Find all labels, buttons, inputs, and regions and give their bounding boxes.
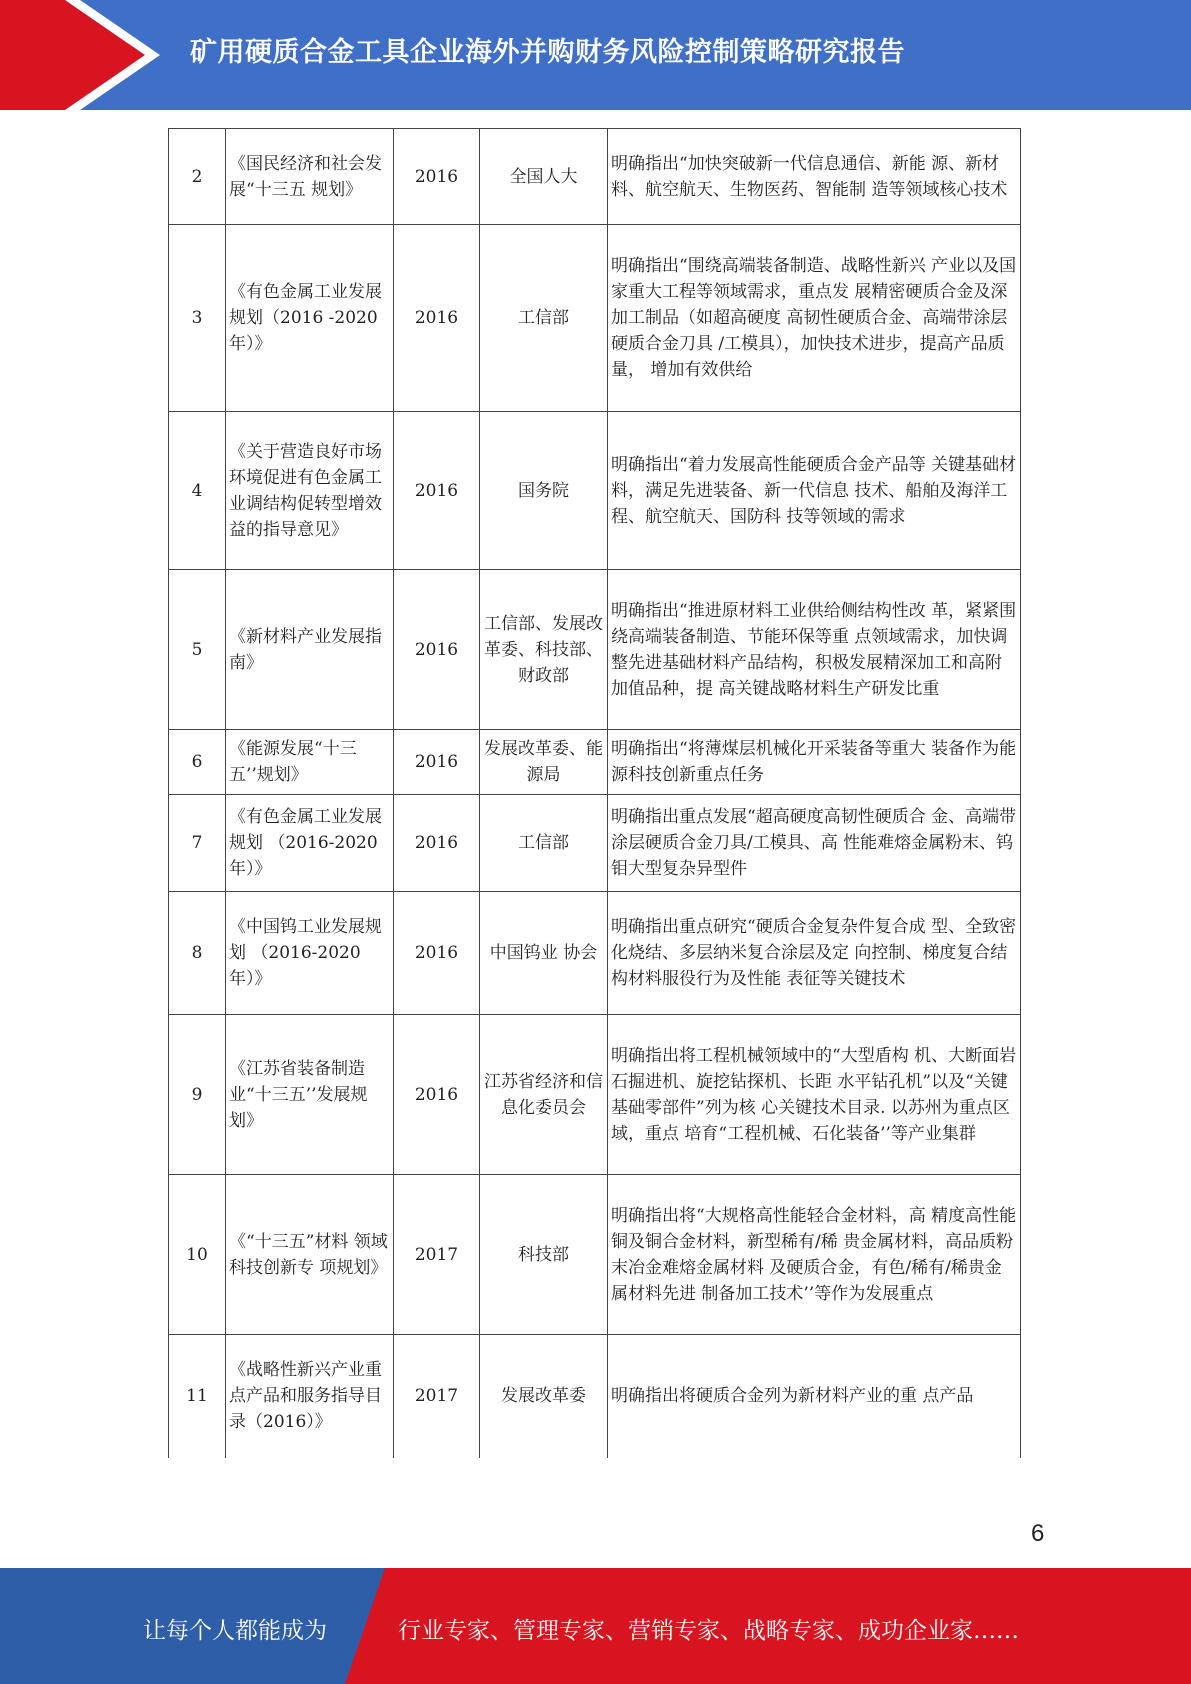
page-number: 6 — [1031, 1520, 1045, 1547]
row-number: 4 — [169, 412, 226, 570]
content-summary: 明确指出重点发展“超高硬度高韧性硬质合 金、高端带涂层硬质合金刀具/工模具、高 性能难熔金属粉末、钨钼大型复杂异型件 — [608, 795, 1021, 892]
content-summary: 明确指出将工程机械领域中的“大型盾构 机、大断面岩石掘进机、旋挖钻探机、长距 水平钻孔机”以及“关键基础零部件”列为核 心关键技术目录. 以苏州为重点区域，重点 培育“工程机械、石化装备’’等产业集群 — [608, 1015, 1021, 1175]
table-row — [169, 795, 1021, 892]
document-name: 《有色金属工业发展规划（2016 -2020 年）》 — [226, 225, 394, 412]
policy-table — [168, 128, 1021, 1458]
row-number: 5 — [169, 570, 226, 730]
row-number: 6 — [169, 730, 226, 795]
table-row — [169, 892, 1021, 1015]
content-summary: 明确指出“将薄煤层机械化开采装备等重大 装备作为能源科技创新重点任务 — [608, 730, 1021, 795]
footer-slogan-left: 让每个人都能成为 — [143, 1618, 327, 1644]
year: 2016 — [394, 892, 480, 1015]
issuing-department: 中国钨业 协会 — [480, 892, 608, 1015]
page-header — [0, 0, 1191, 110]
issuing-department: 科技部 — [480, 1175, 608, 1335]
year: 2016 — [394, 129, 480, 225]
document-name: 《新材料产业发展指南》 — [226, 570, 394, 730]
content-summary: 明确指出重点研究“硬质合金复杂件复合成 型、全致密化烧结、多层纳米复合涂层及定 向控制、梯度复合结构材料服役行为及性能 表征等关键技术 — [608, 892, 1021, 1015]
row-number: 10 — [169, 1175, 226, 1335]
content-summary: 明确指出“着力发展高性能硬质合金产品等 关键基础材料，满足先进装备、新一代信息 技术、船舶及海洋工程、航空航天、国防科 技等领域的需求 — [608, 412, 1021, 570]
issuing-department: 国务院 — [480, 412, 608, 570]
year: 2016 — [394, 730, 480, 795]
report-title: 矿用硬质合金工具企业海外并购财务风险控制策略研究报告 — [190, 37, 905, 68]
year: 2016 — [394, 570, 480, 730]
issuing-department: 发展改革委、能源局 — [480, 730, 608, 795]
row-number: 3 — [169, 225, 226, 412]
footer-slogan-right: 行业专家、管理专家、营销专家、战略专家、成功企业家…… — [398, 1618, 1019, 1644]
year: 2016 — [394, 225, 480, 412]
year: 2016 — [394, 795, 480, 892]
table-row — [169, 412, 1021, 570]
content-summary: 明确指出“推进原材料工业供给侧结构性改 革，紧紧围绕高端装备制造、节能环保等重 点领域需求，加快调整先进基础材料产品结构，积极发展精深加工和高附加值品种，提 高关键战略材料生产研发比重 — [608, 570, 1021, 730]
issuing-department: 工信部 — [480, 225, 608, 412]
document-name: 《中国钨工业发展规划 （2016-2020 年）》 — [226, 892, 394, 1015]
issuing-department: 工信部 — [480, 795, 608, 892]
row-number: 9 — [169, 1015, 226, 1175]
issuing-department: 全国人大 — [480, 129, 608, 225]
table-row — [169, 1175, 1021, 1335]
document-name: 《能源发展“十三五’’规划》 — [226, 730, 394, 795]
document-name: 《有色金属工业发展规划 （2016-2020 年）》 — [226, 795, 394, 892]
table-row — [169, 225, 1021, 412]
document-name: 《江苏省装备制造业“十三五’’发展规划》 — [226, 1015, 394, 1175]
content-summary: 明确指出“围绕高端装备制造、战略性新兴 产业以及国家重大工程等领域需求，重点发 展精密硬质合金及深加工制品（如超高硬度 高韧性硬质合金、高端带涂层硬质合金刀具 /工模具），加快技术进步，提高产品质量， 增加有效供给 — [608, 225, 1021, 412]
content-summary: 明确指出“加快突破新一代信息通信、新能 源、新材料、航空航天、生物医药、智能制 造等领域核心技术 — [608, 129, 1021, 225]
year: 2017 — [394, 1175, 480, 1335]
document-name: 《“十三五”材料 领域科技创新专 项规划》 — [226, 1175, 394, 1335]
table-row — [169, 730, 1021, 795]
year: 2017 — [394, 1335, 480, 1458]
issuing-department: 工信部、发展改革委、科技部、财政部 — [480, 570, 608, 730]
content-summary: 明确指出将“大规格高性能轻合金材料，高 精度高性能铜及铜合金材料，新型稀有/稀 贵金属材料，高品质粉末冶金难熔金属材料 及硬质合金，有色/稀有/稀贵金属材料先进 制备加工技术’’等作为发展重点 — [608, 1175, 1021, 1335]
year: 2016 — [394, 412, 480, 570]
document-name: 《战略性新兴产业重点产品和服务指导目录（2016）》 — [226, 1335, 394, 1458]
issuing-department: 江苏省经济和信息化委员会 — [480, 1015, 608, 1175]
table-row — [169, 570, 1021, 730]
document-name: 《国民经济和社会发展“十三五 规划》 — [226, 129, 394, 225]
row-number: 2 — [169, 129, 226, 225]
issuing-department: 发展改革委 — [480, 1335, 608, 1458]
year: 2016 — [394, 1015, 480, 1175]
table-row — [169, 1015, 1021, 1175]
document-name: 《关于营造良好市场环境促进有色金属工业调结构促转型增效益的指导意见》 — [226, 412, 394, 570]
row-number: 11 — [169, 1335, 226, 1458]
table-row — [169, 1335, 1021, 1458]
row-number: 8 — [169, 892, 226, 1015]
content-summary: 明确指出将硬质合金列为新材料产业的重 点产品 — [608, 1335, 1021, 1458]
table-row — [169, 129, 1021, 225]
page-footer — [0, 1568, 1191, 1684]
row-number: 7 — [169, 795, 226, 892]
